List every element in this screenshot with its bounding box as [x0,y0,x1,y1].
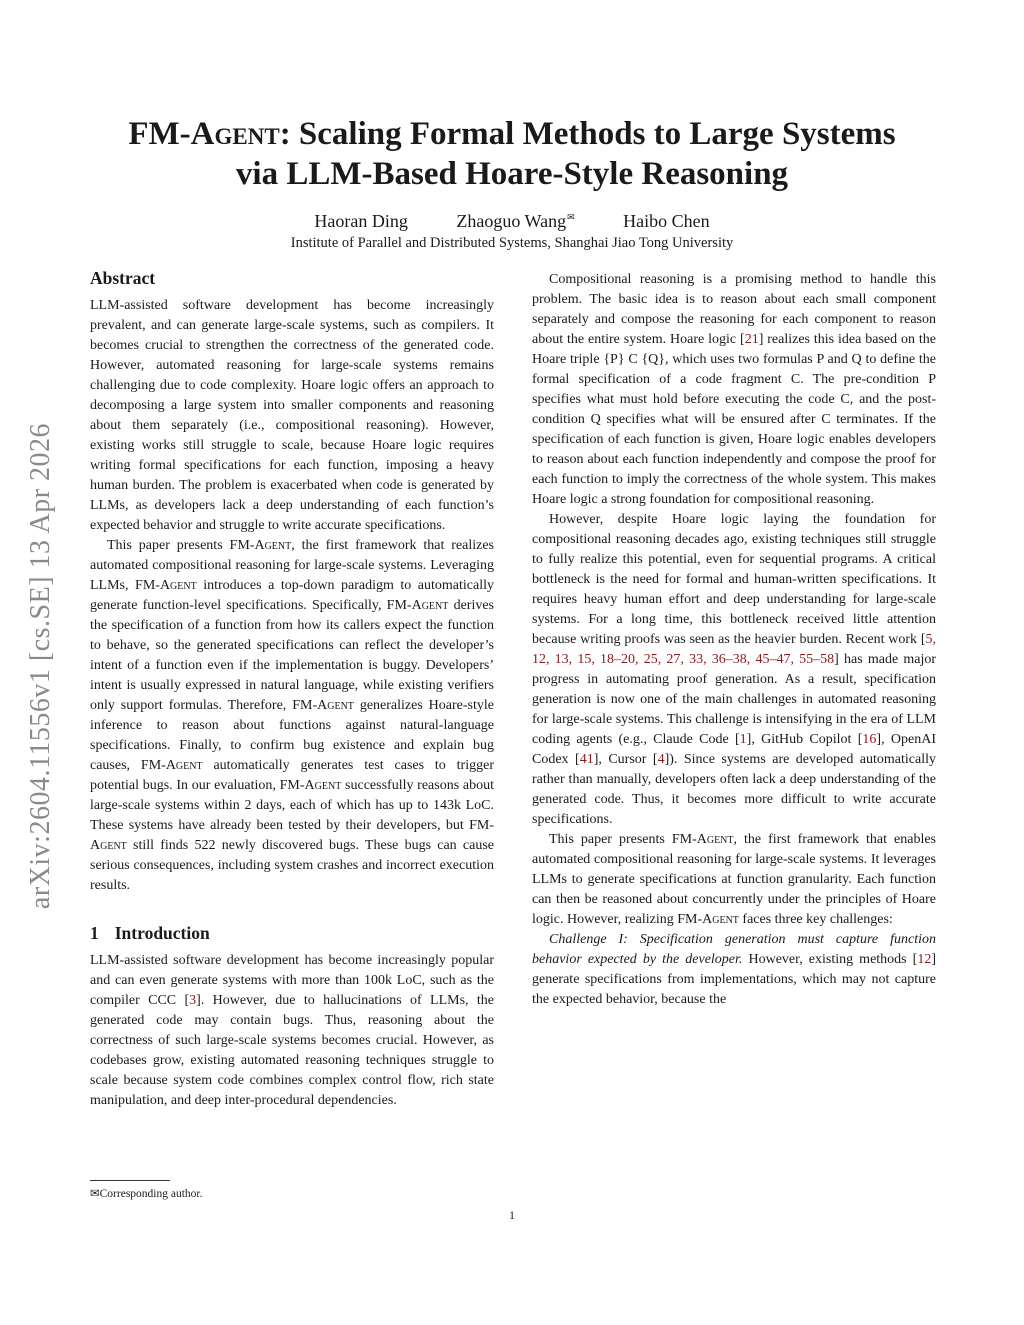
citation-link[interactable]: 5, 12, 13, 15, 18–20, 25, 27, 33, 36–38, 45–47, 55–58 [532,632,936,667]
abstract-paragraph: This paper presents FM-Agent, the first framework that realizes automated compositional reasoning for large-scale systems. Leveraging LLMs, FM-Agent introduces a top-down paradigm to automatically generate function-level specifications. Specifically, FM-Agent derives the specification of a function from how its callers expect the function to behave, so the generated specifications can reflect the developer’s intent of a function even if the implementation is buggy. Developers’ intent is usually expressed in natural language, while existing verifiers only support formulas. Therefore, FM-Agent generalizes Hoare-style inference to reason about functions against natural-language specifications. Finally, to confirm bug existence and explain bug causes, FM-Agent automatically generates test cases to trigger potential bugs. In our evaluation, FM-Agent successfully reasons about large-scale systems within 2 days, each of which has up to 143k LoC. These systems have already been tested by their developers, but FM-Agent still finds 522 newly discovered bugs. These bugs can cause serious consequences, including system crashes and incorrect execution results. [90,538,495,893]
citation-link[interactable]: 16 [862,732,877,747]
right-column [532,270,936,1010]
citation-link[interactable]: 3 [189,993,197,1008]
citation-link[interactable]: 4 [657,752,665,767]
intro-paragraph: However, despite Hoare logic laying the foundation for compositional reasoning decades ago, existing techniques still struggle to fully realize this potential, even for sequential programs. A critical bottleneck is the need for formal and human-written specifications. It requires heavy human effort and deep understanding for large-scale systems. For a long time, this bottleneck received little attention because writing proofs was seen as the heavier burden. Recent work [5, 12, 13, 15, 18–20, 25, 27, 33, 36–38, 45–47, 55–58] has made major progress in automating proof generation. As a result, specification generation is now one of the main challenges in automated reasoning for large-scale systems. This challenge is intensifying in the era of LLM coding agents (e.g., Claude Code [1], GitHub Copilot [16], OpenAI Codex [41], Cursor [4]). Since systems are developed automatically rather than manually, developers often lack a deep understanding of the generated code. Thus, it becomes more difficult to write accurate specifications. [532,512,937,827]
intro-paragraph: Challenge I: Specification generation must capture function behavior expected by the developer. However, existing methods [12] generate specifications from implementations, which may not capture the expected behavior, because the [532,932,937,1007]
author: Haibo Chen [623,211,710,231]
left-column [90,266,494,1111]
abstract-heading: Abstract [90,268,156,288]
citation-link[interactable]: 21 [744,332,759,347]
arxiv-sidebar [18,372,64,960]
corresponding-author-icon: ✉ [567,212,575,222]
intro-paragraph: LLM-assisted software development has become increasingly popular and can even generate systems with more than 100k LoC, such as the compiler CCC [3]. However, due to hallucinations of LLMs, the generated code may contain bugs. Thus, reasoning about the correctness of such large-scale systems becomes crucial. However, as codebases grow, existing automated reasoning techniques struggle to scale because system code combines complex control flow, rich state manipulation, and deep inter-procedural dependencies. [90,953,494,1108]
paper-title [60,114,964,194]
challenge-label: Challenge I: Specification generation must capture function behavior expected by the developer. [532,932,936,967]
arxiv-identifier: arXiv:2604.11556v1 [cs.SE] 13 Apr 2026 [25,422,56,910]
citation-link[interactable]: 41 [579,752,594,767]
page-number: 1 [509,1208,515,1222]
affiliation: Institute of Parallel and Distributed Systems, Shanghai Jiao Tong University [290,235,734,251]
abstract-paragraph: LLM-assisted software development has become increasingly prevalent, and can generate large-scale systems, such as compilers. It becomes crucial to strengthen the correctness of the generated code. However, automated reasoning for large-scale systems remains challenging due to code complexity. Hoare logic offers an approach to decomposing a large system into smaller components and reasoning about them separately (i.e., compositional reasoning). However, existing works still struggle to scale, because Hoare logic requires writing formal specifications for each function, imposing a heavy human burden. The problem is exacerbated when code is generated by LLMs, as developers lack a deep understanding of each function’s expected behavior and struggle to write accurate specifications. [90,298,494,533]
author: Zhaoguo Wang✉ [456,211,575,231]
author-list [0,211,1024,232]
footnote-rule [90,1180,170,1181]
citation-link[interactable]: 12 [917,952,932,967]
author: Haoran Ding [314,211,408,231]
title-line-1: FM-Agent: Scaling Formal Methods to Large Systems [128,116,896,152]
title-line-2: via LLM-Based Hoare-Style Reasoning [235,156,789,192]
section-heading: 1 Introduction [90,923,210,943]
intro-paragraph: Compositional reasoning is a promising method to handle this problem. The basic idea is to reason about each small component separately and compose the reasoning for each component to reason about the entire system. Hoare logic [21] realizes this idea based on the Hoare triple {P} C {Q}, which uses two formulas P and Q to define the formal specification of a code fragment C. The pre-condition P specifies what must hold before executing the code C, and the post-condition Q specifies what will be ensured after C terminates. If the specification of each function is given, Hoare logic enables developers to reason about each function independently and compose the proof for each function to imply the correctness of the whole system. This makes Hoare logic a strong foundation for compositional reasoning. [532,272,937,507]
citation-link[interactable]: 1 [739,732,747,747]
intro-paragraph: This paper presents FM-Agent, the first framework that enables automated compositional reasoning for large-scale systems. It leverages LLMs to generate specifications at function granularity. Each function can then be reasoned about concurrently under the principles of Hoare logic. However, realizing FM-Agent faces three key challenges: [532,832,936,927]
footnote: ✉Corresponding author. [90,1188,203,1200]
